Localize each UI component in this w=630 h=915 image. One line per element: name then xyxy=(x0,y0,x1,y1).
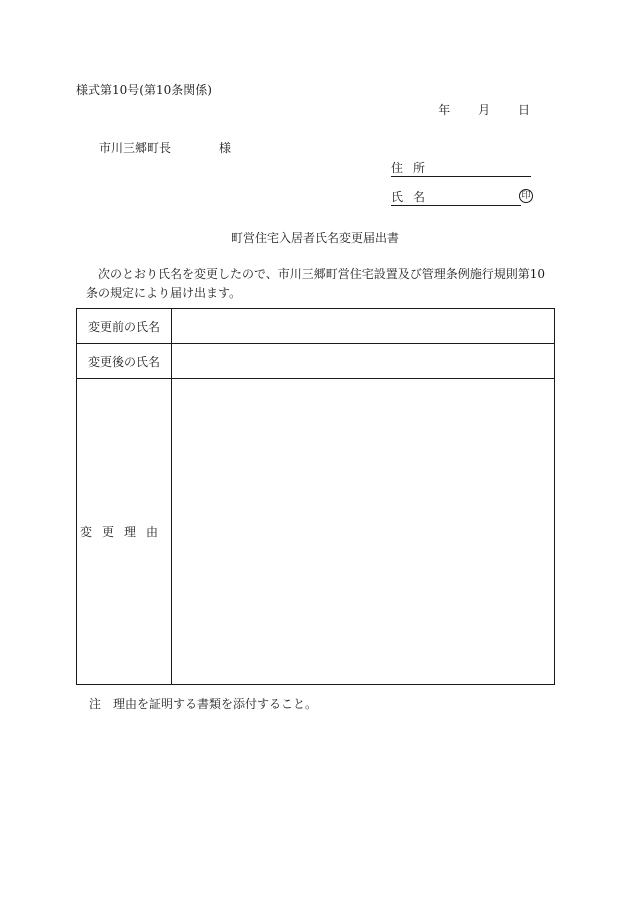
before-name-field[interactable] xyxy=(172,309,555,344)
reason-label: 変更理由 xyxy=(77,379,172,685)
date-line xyxy=(438,104,530,116)
seal-mark: 印 xyxy=(519,189,533,203)
body-text: 次のとおり氏名を変更したので、市川三郷町営住宅設置及び管理条例施行規則第10条の規定により届け出ます。 xyxy=(86,267,546,300)
date-month-label: 月 xyxy=(478,103,491,117)
table-row-after-name xyxy=(77,344,555,379)
addressee-suffix: 様 xyxy=(219,141,232,155)
before-name-label: 変更前の氏名 xyxy=(77,309,172,344)
after-name-field[interactable] xyxy=(172,344,555,379)
table-row-reason xyxy=(77,379,555,685)
form-table xyxy=(76,308,555,685)
addressee-name: 市川三郷町長 xyxy=(99,141,172,155)
after-name-label: 変更後の氏名 xyxy=(77,344,172,379)
applicant-address-field[interactable]: 住所 xyxy=(391,162,531,177)
form-number: 様式第10号(第10条関係) xyxy=(76,83,212,97)
applicant-name-field[interactable]: 氏名 xyxy=(391,191,521,206)
document-title: 町営住宅入居者氏名変更届出書 xyxy=(230,231,399,245)
reason-field[interactable] xyxy=(172,379,555,685)
table-row-before-name xyxy=(77,309,555,344)
note-text: 注 理由を証明する書類を添付すること。 xyxy=(89,697,318,711)
date-day-label: 日 xyxy=(517,103,530,117)
date-year-label: 年 xyxy=(438,103,451,117)
